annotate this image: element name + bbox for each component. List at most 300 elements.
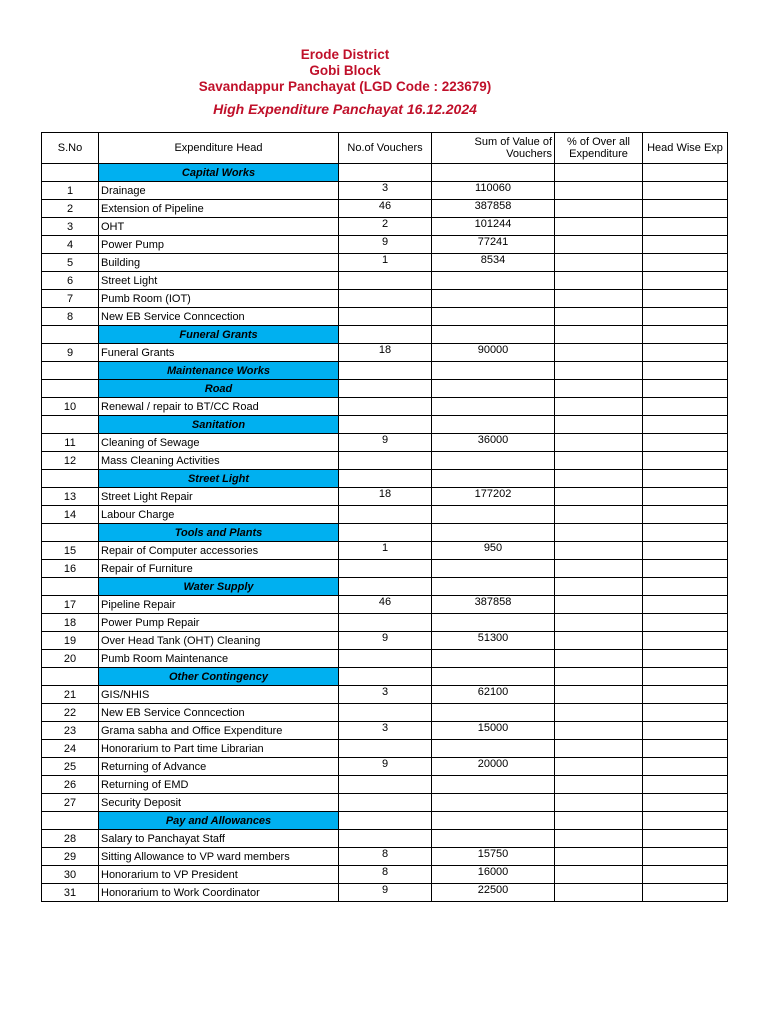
sum-cell: [432, 506, 555, 524]
sum-cell: [432, 794, 555, 812]
vouchers-cell: [339, 614, 432, 632]
vouchers-cell: 18: [339, 488, 432, 506]
head-wise-cell: [643, 866, 728, 884]
table-row: [42, 200, 728, 218]
head-wise-cell: [643, 254, 728, 272]
vouchers-cell: [339, 398, 432, 416]
expenditure-head-cell: Mass Cleaning Activities: [99, 452, 339, 470]
expenditure-head-cell: GIS/NHIS: [99, 686, 339, 704]
table-body: [42, 164, 728, 902]
col-header-sno: S.No: [42, 133, 99, 164]
sum-cell: 110060: [432, 182, 555, 200]
sno-cell: 22: [42, 704, 99, 722]
table-row: [42, 542, 728, 560]
sum-cell-empty: [432, 812, 555, 830]
sno-cell: 18: [42, 614, 99, 632]
percent-cell: [555, 398, 643, 416]
head-wise-cell: [643, 344, 728, 362]
sum-cell: 387858: [432, 596, 555, 614]
percent-cell-empty: [555, 812, 643, 830]
panchayat-title: Savandappur Panchayat (LGD Code : 223679): [198, 79, 492, 94]
district-title: Erode District: [300, 47, 390, 62]
percent-cell: [555, 344, 643, 362]
sno-cell: 5: [42, 254, 99, 272]
sum-cell: 950: [432, 542, 555, 560]
sno-cell: 20: [42, 650, 99, 668]
head-wise-cell: [643, 218, 728, 236]
percent-cell: [555, 686, 643, 704]
head-wise-cell: [643, 596, 728, 614]
percent-cell: [555, 884, 643, 902]
head-wise-cell: [643, 632, 728, 650]
vouchers-cell: 9: [339, 236, 432, 254]
head-wise-cell: [643, 704, 728, 722]
head-wise-cell: [643, 740, 728, 758]
sno-cell: 8: [42, 308, 99, 326]
head-wise-cell: [643, 794, 728, 812]
section-title: Funeral Grants: [99, 326, 339, 344]
percent-cell-empty: [555, 578, 643, 596]
expenditure-head-cell: Sitting Allowance to VP ward members: [99, 848, 339, 866]
vouchers-cell: 9: [339, 434, 432, 452]
table-row: [42, 272, 728, 290]
percent-cell: [555, 560, 643, 578]
table-row: [42, 884, 728, 902]
section-title: Pay and Allowances: [99, 812, 339, 830]
head-wise-cell-empty: [643, 578, 728, 596]
head-wise-cell: [643, 200, 728, 218]
percent-cell: [555, 218, 643, 236]
sno-cell-empty: [42, 524, 99, 542]
sno-cell: 17: [42, 596, 99, 614]
table-row: [42, 686, 728, 704]
sno-cell-empty: [42, 578, 99, 596]
head-wise-cell: [643, 182, 728, 200]
expenditure-head-cell: Renewal / repair to BT/CC Road: [99, 398, 339, 416]
sno-cell-empty: [42, 668, 99, 686]
head-wise-cell-empty: [643, 470, 728, 488]
vouchers-cell: 1: [339, 542, 432, 560]
table-row: [42, 776, 728, 794]
table-row: [42, 218, 728, 236]
vouchers-cell: 1: [339, 254, 432, 272]
section-row: [42, 524, 728, 542]
sno-cell: 12: [42, 452, 99, 470]
expenditure-head-cell: Pumb Room (IOT): [99, 290, 339, 308]
percent-cell: [555, 290, 643, 308]
col-header-vouchers: No.of Vouchers: [339, 133, 432, 164]
sum-cell: [432, 272, 555, 290]
sno-cell: 3: [42, 218, 99, 236]
percent-cell: [555, 452, 643, 470]
head-wise-cell-empty: [643, 668, 728, 686]
sum-cell-empty: [432, 416, 555, 434]
sum-cell: 15000: [432, 722, 555, 740]
head-wise-cell-empty: [643, 326, 728, 344]
expenditure-head-cell: Drainage: [99, 182, 339, 200]
percent-cell: [555, 236, 643, 254]
sno-cell: 21: [42, 686, 99, 704]
vouchers-cell: [339, 308, 432, 326]
vouchers-cell-empty: [339, 380, 432, 398]
report-subtitle: High Expenditure Panchayat 16.12.2024: [213, 101, 477, 117]
sum-cell: [432, 650, 555, 668]
section-title: Other Contingency: [99, 668, 339, 686]
head-wise-cell: [643, 272, 728, 290]
table-row: [42, 632, 728, 650]
percent-cell: [555, 830, 643, 848]
sum-cell: 20000: [432, 758, 555, 776]
expenditure-head-cell: Returning of Advance: [99, 758, 339, 776]
vouchers-cell: 46: [339, 596, 432, 614]
head-wise-cell: [643, 758, 728, 776]
expenditure-head-cell: Over Head Tank (OHT) Cleaning: [99, 632, 339, 650]
table-row: [42, 650, 728, 668]
sum-cell: 8534: [432, 254, 555, 272]
vouchers-cell-empty: [339, 164, 432, 182]
table-row: [42, 398, 728, 416]
vouchers-cell: 18: [339, 344, 432, 362]
vouchers-cell: [339, 650, 432, 668]
sno-cell: 23: [42, 722, 99, 740]
section-row: [42, 668, 728, 686]
sum-cell-empty: [432, 164, 555, 182]
vouchers-cell: 2: [339, 218, 432, 236]
percent-cell: [555, 848, 643, 866]
block-title: Gobi Block: [309, 63, 381, 78]
sno-cell-empty: [42, 362, 99, 380]
vouchers-cell: [339, 776, 432, 794]
vouchers-cell: 3: [339, 182, 432, 200]
table-row: [42, 758, 728, 776]
vouchers-cell: 46: [339, 200, 432, 218]
percent-cell: [555, 506, 643, 524]
vouchers-cell: 9: [339, 632, 432, 650]
section-title: Tools and Plants: [99, 524, 339, 542]
percent-cell: [555, 596, 643, 614]
section-title: Capital Works: [99, 164, 339, 182]
sum-cell-empty: [432, 524, 555, 542]
col-header-percent: % of Over all Expenditure: [555, 133, 643, 164]
percent-cell: [555, 758, 643, 776]
vouchers-cell-empty: [339, 326, 432, 344]
head-wise-cell: [643, 236, 728, 254]
sno-cell: 9: [42, 344, 99, 362]
sno-cell-empty: [42, 812, 99, 830]
expenditure-head-cell: Street Light Repair: [99, 488, 339, 506]
expenditure-head-cell: Honorarium to Part time Librarian: [99, 740, 339, 758]
sum-cell: [432, 614, 555, 632]
sum-cell: 77241: [432, 236, 555, 254]
expenditure-head-cell: Street Light: [99, 272, 339, 290]
head-wise-cell-empty: [643, 416, 728, 434]
sum-cell: [432, 452, 555, 470]
sno-cell: 24: [42, 740, 99, 758]
sum-cell: [432, 308, 555, 326]
sno-cell-empty: [42, 164, 99, 182]
percent-cell: [555, 200, 643, 218]
table-row: [42, 488, 728, 506]
head-wise-cell: [643, 776, 728, 794]
expenditure-head-cell: Repair of Furniture: [99, 560, 339, 578]
head-wise-cell: [643, 290, 728, 308]
sum-cell-empty: [432, 470, 555, 488]
vouchers-cell: 9: [339, 884, 432, 902]
head-wise-cell-empty: [643, 524, 728, 542]
section-row: [42, 362, 728, 380]
percent-cell-empty: [555, 524, 643, 542]
head-wise-cell: [643, 398, 728, 416]
section-row: [42, 326, 728, 344]
sum-cell: [432, 776, 555, 794]
vouchers-cell: [339, 452, 432, 470]
table-header-row: [42, 133, 728, 164]
sum-cell: 90000: [432, 344, 555, 362]
sno-cell: 31: [42, 884, 99, 902]
sno-cell-empty: [42, 416, 99, 434]
head-wise-cell-empty: [643, 164, 728, 182]
table-row: [42, 866, 728, 884]
percent-cell: [555, 272, 643, 290]
sno-cell: 30: [42, 866, 99, 884]
percent-cell: [555, 254, 643, 272]
section-row: [42, 164, 728, 182]
sno-cell: 1: [42, 182, 99, 200]
section-title: Sanitation: [99, 416, 339, 434]
vouchers-cell: 3: [339, 722, 432, 740]
percent-cell: [555, 614, 643, 632]
percent-cell: [555, 794, 643, 812]
percent-cell: [555, 776, 643, 794]
vouchers-cell-empty: [339, 362, 432, 380]
percent-cell: [555, 866, 643, 884]
sno-cell: 15: [42, 542, 99, 560]
sum-cell-empty: [432, 578, 555, 596]
head-wise-cell: [643, 488, 728, 506]
sum-cell: [432, 704, 555, 722]
percent-cell: [555, 182, 643, 200]
table-row: [42, 452, 728, 470]
table-row: [42, 560, 728, 578]
sum-cell: 16000: [432, 866, 555, 884]
expenditure-head-cell: Power Pump: [99, 236, 339, 254]
sno-cell: 29: [42, 848, 99, 866]
vouchers-cell-empty: [339, 812, 432, 830]
section-row: [42, 578, 728, 596]
expenditure-head-cell: Salary to Panchayat Staff: [99, 830, 339, 848]
percent-cell-empty: [555, 380, 643, 398]
section-row: [42, 380, 728, 398]
vouchers-cell: [339, 272, 432, 290]
expenditure-table: [41, 132, 728, 902]
percent-cell-empty: [555, 470, 643, 488]
vouchers-cell: 8: [339, 848, 432, 866]
expenditure-head-cell: Returning of EMD: [99, 776, 339, 794]
table-row: [42, 740, 728, 758]
sum-cell: [432, 290, 555, 308]
vouchers-cell: [339, 704, 432, 722]
expenditure-head-cell: Building: [99, 254, 339, 272]
vouchers-cell-empty: [339, 578, 432, 596]
expenditure-head-cell: Pumb Room Maintenance: [99, 650, 339, 668]
percent-cell: [555, 308, 643, 326]
sno-cell: 6: [42, 272, 99, 290]
sno-cell: 11: [42, 434, 99, 452]
sum-cell: [432, 830, 555, 848]
expenditure-head-cell: Extension of Pipeline: [99, 200, 339, 218]
vouchers-cell: [339, 560, 432, 578]
head-wise-cell: [643, 614, 728, 632]
head-wise-cell-empty: [643, 812, 728, 830]
expenditure-head-cell: New EB Service Conncection: [99, 308, 339, 326]
table-row: [42, 596, 728, 614]
table-row: [42, 794, 728, 812]
table-row: [42, 236, 728, 254]
vouchers-cell: [339, 740, 432, 758]
col-header-sum: Sum of Value of Vouchers: [432, 133, 555, 164]
table-row: [42, 830, 728, 848]
vouchers-cell-empty: [339, 416, 432, 434]
percent-cell-empty: [555, 362, 643, 380]
sum-cell: 36000: [432, 434, 555, 452]
head-wise-cell-empty: [643, 380, 728, 398]
percent-cell: [555, 488, 643, 506]
sum-cell-empty: [432, 326, 555, 344]
head-wise-cell: [643, 884, 728, 902]
sum-cell-empty: [432, 668, 555, 686]
expenditure-head-cell: Funeral Grants: [99, 344, 339, 362]
percent-cell: [555, 722, 643, 740]
vouchers-cell: [339, 794, 432, 812]
expenditure-head-cell: Honorarium to Work Coordinator: [99, 884, 339, 902]
table-row: [42, 614, 728, 632]
table-row: [42, 254, 728, 272]
sum-cell-empty: [432, 380, 555, 398]
head-wise-cell: [643, 560, 728, 578]
head-wise-cell: [643, 308, 728, 326]
sno-cell-empty: [42, 380, 99, 398]
sum-cell: 101244: [432, 218, 555, 236]
head-wise-cell: [643, 452, 728, 470]
vouchers-cell-empty: [339, 524, 432, 542]
percent-cell-empty: [555, 326, 643, 344]
percent-cell: [555, 650, 643, 668]
expenditure-head-cell: Cleaning of Sewage: [99, 434, 339, 452]
sum-cell: 387858: [432, 200, 555, 218]
expenditure-head-cell: Pipeline Repair: [99, 596, 339, 614]
vouchers-cell: 9: [339, 758, 432, 776]
vouchers-cell: 8: [339, 866, 432, 884]
expenditure-head-cell: Security Deposit: [99, 794, 339, 812]
section-title: Road: [99, 380, 339, 398]
section-title: Water Supply: [99, 578, 339, 596]
table-row: [42, 344, 728, 362]
col-header-expenditure-head: Expenditure Head: [99, 133, 339, 164]
sum-cell-empty: [432, 362, 555, 380]
table-row: [42, 704, 728, 722]
head-wise-cell: [643, 848, 728, 866]
vouchers-cell: [339, 830, 432, 848]
sno-cell: 4: [42, 236, 99, 254]
sno-cell: 16: [42, 560, 99, 578]
head-wise-cell-empty: [643, 362, 728, 380]
table-row: [42, 848, 728, 866]
percent-cell: [555, 542, 643, 560]
table-row: [42, 722, 728, 740]
head-wise-cell: [643, 434, 728, 452]
head-wise-cell: [643, 506, 728, 524]
percent-cell: [555, 740, 643, 758]
sno-cell: 2: [42, 200, 99, 218]
expenditure-head-cell: New EB Service Conncection: [99, 704, 339, 722]
sno-cell: 25: [42, 758, 99, 776]
section-row: [42, 470, 728, 488]
table-row: [42, 308, 728, 326]
percent-cell-empty: [555, 164, 643, 182]
section-row: [42, 812, 728, 830]
table-row: [42, 434, 728, 452]
section-title: Maintenance Works: [99, 362, 339, 380]
col-header-head-wise: Head Wise Exp: [643, 133, 728, 164]
percent-cell: [555, 632, 643, 650]
vouchers-cell: [339, 506, 432, 524]
sno-cell: 14: [42, 506, 99, 524]
expenditure-head-cell: Grama sabha and Office Expenditure: [99, 722, 339, 740]
sum-cell: [432, 740, 555, 758]
head-wise-cell: [643, 542, 728, 560]
section-title: Street Light: [99, 470, 339, 488]
sno-cell: 19: [42, 632, 99, 650]
percent-cell: [555, 704, 643, 722]
vouchers-cell-empty: [339, 668, 432, 686]
sum-cell: [432, 560, 555, 578]
sno-cell: 28: [42, 830, 99, 848]
sum-cell: 62100: [432, 686, 555, 704]
table-row: [42, 182, 728, 200]
expenditure-head-cell: OHT: [99, 218, 339, 236]
sno-cell-empty: [42, 326, 99, 344]
document-header: [0, 47, 690, 117]
percent-cell-empty: [555, 668, 643, 686]
sno-cell-empty: [42, 470, 99, 488]
sno-cell: 13: [42, 488, 99, 506]
vouchers-cell-empty: [339, 470, 432, 488]
sum-cell: 15750: [432, 848, 555, 866]
table-row: [42, 290, 728, 308]
sno-cell: 26: [42, 776, 99, 794]
percent-cell-empty: [555, 416, 643, 434]
vouchers-cell: [339, 290, 432, 308]
head-wise-cell: [643, 686, 728, 704]
expenditure-head-cell: Repair of Computer accessories: [99, 542, 339, 560]
head-wise-cell: [643, 650, 728, 668]
head-wise-cell: [643, 830, 728, 848]
vouchers-cell: 3: [339, 686, 432, 704]
sno-cell: 7: [42, 290, 99, 308]
sum-cell: 177202: [432, 488, 555, 506]
percent-cell: [555, 434, 643, 452]
section-row: [42, 416, 728, 434]
sno-cell: 10: [42, 398, 99, 416]
sum-cell: 51300: [432, 632, 555, 650]
expenditure-head-cell: Power Pump Repair: [99, 614, 339, 632]
table-row: [42, 506, 728, 524]
expenditure-head-cell: Labour Charge: [99, 506, 339, 524]
sum-cell: [432, 398, 555, 416]
expenditure-head-cell: Honorarium to VP President: [99, 866, 339, 884]
sno-cell: 27: [42, 794, 99, 812]
head-wise-cell: [643, 722, 728, 740]
